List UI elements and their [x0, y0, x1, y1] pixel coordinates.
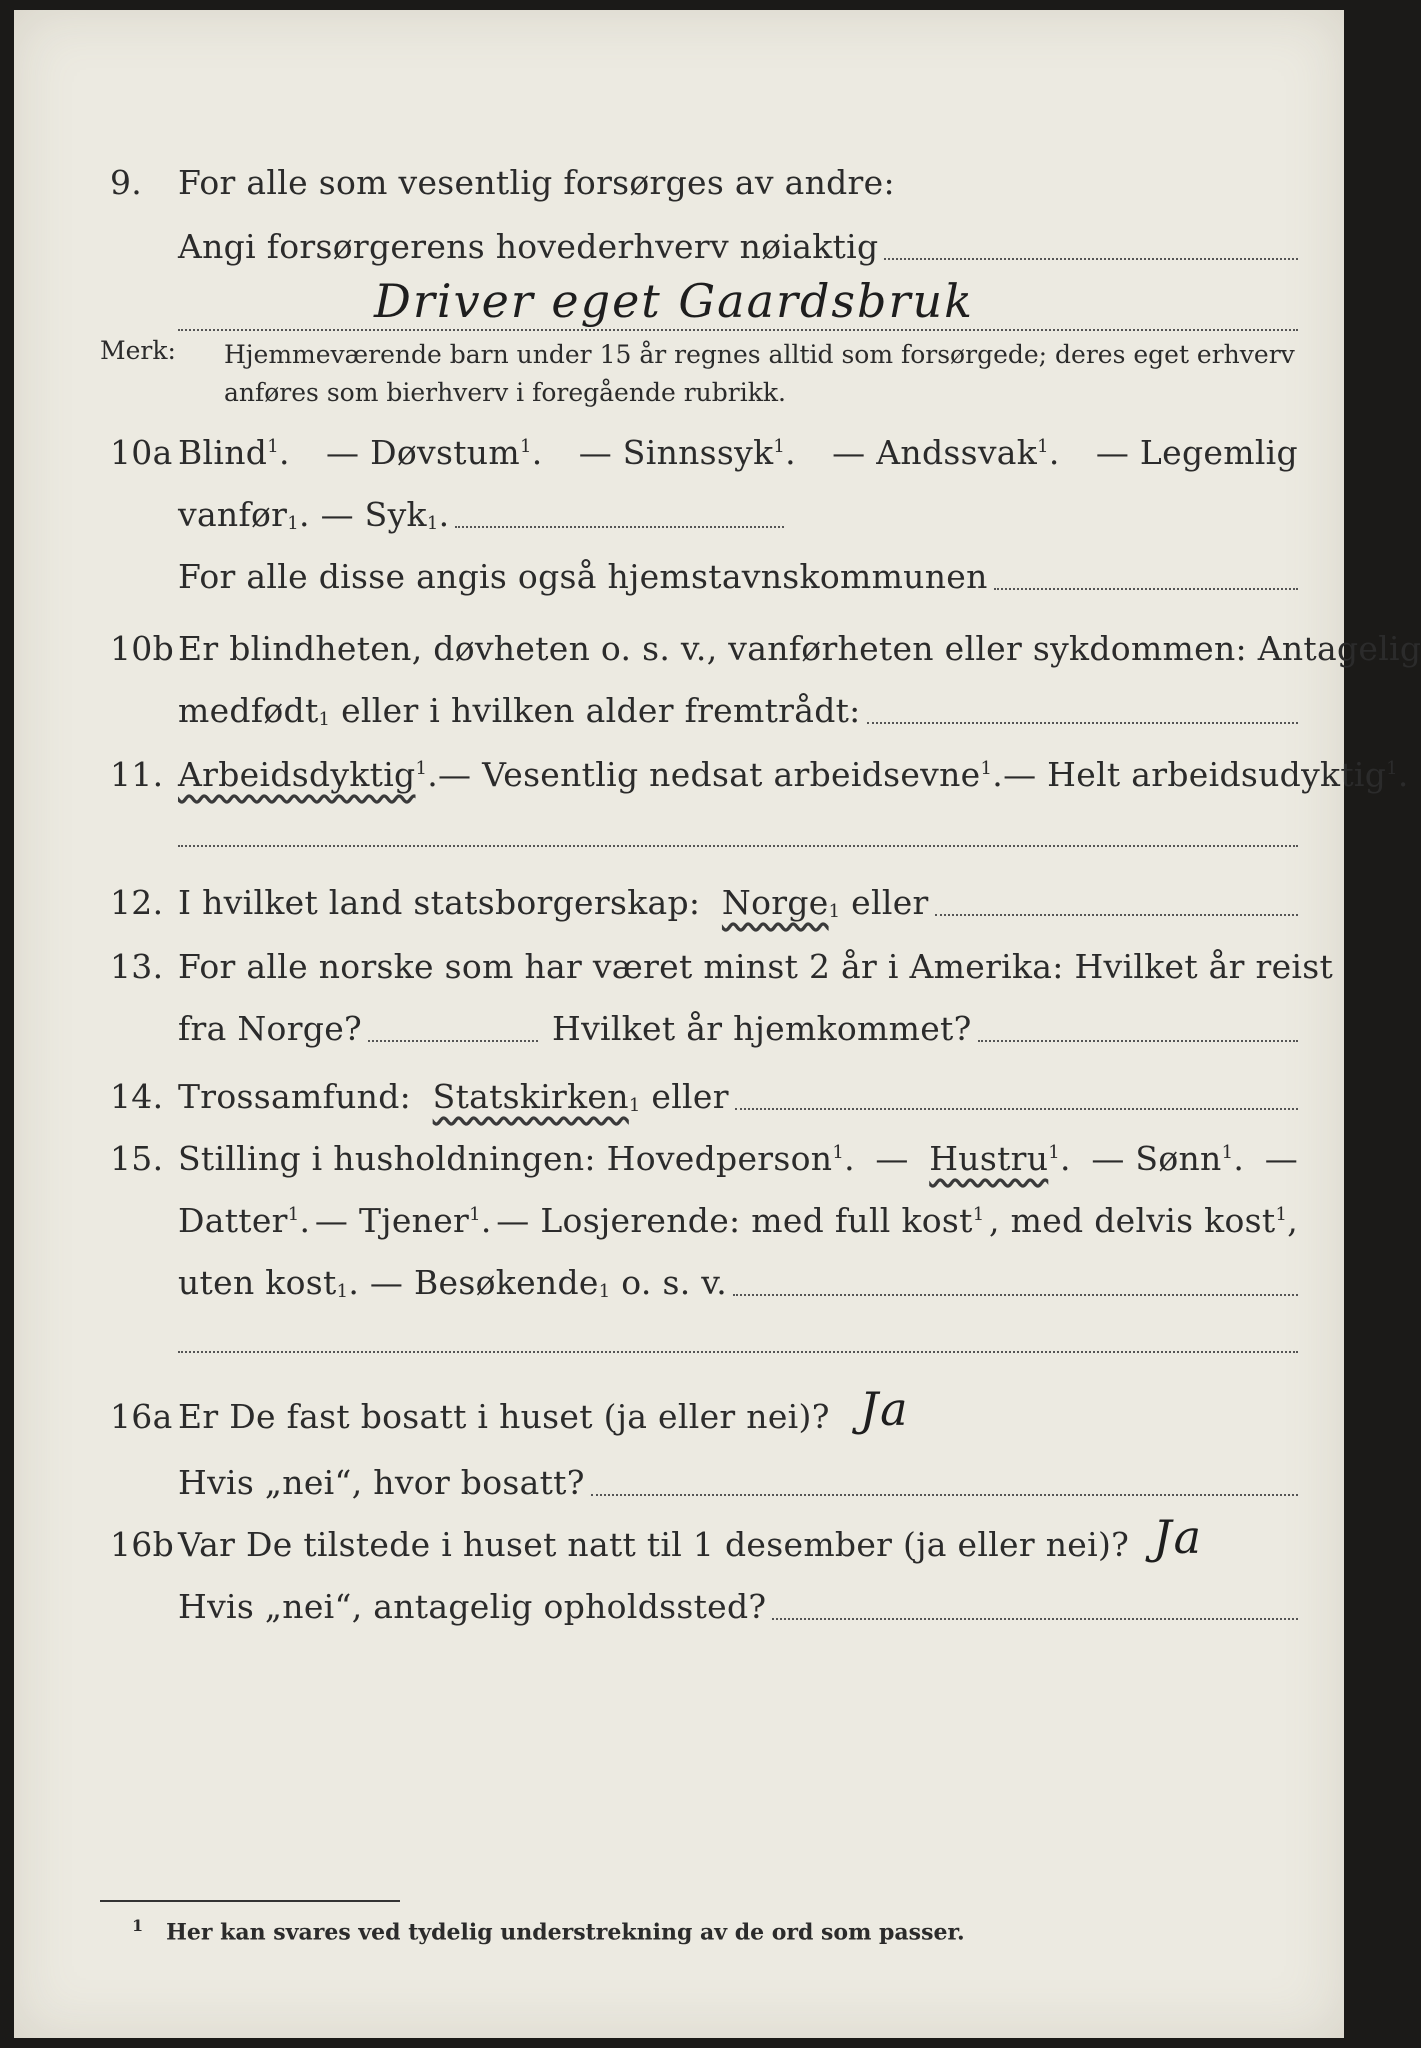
q16b-handwritten-answer: Ja: [1153, 1510, 1204, 1564]
q13-row-2: [14, 996, 1344, 1056]
q15-full-kost[interactable]: — Losjerende: med full kost: [496, 1201, 973, 1240]
q13-hjemkommet-line[interactable]: [978, 1039, 1298, 1042]
merk-label: Merk:: [100, 336, 176, 365]
merk-line-2: anføres som bierhverv i foregående rubrikk.: [224, 378, 786, 407]
q10a-vanfor[interactable]: vanfør: [178, 495, 288, 534]
q10b-answer-line[interactable]: [867, 721, 1298, 724]
q16a-handwritten-answer: Ja: [859, 1382, 910, 1436]
q16b-row-1: [14, 1512, 1344, 1572]
q15-number: 15.: [110, 1139, 164, 1178]
q10a-syk-line[interactable]: [455, 525, 784, 528]
q10a-hjemstavn-line[interactable]: [994, 587, 1298, 590]
q16a-row-1: [14, 1384, 1344, 1444]
q15-osv: o. s. v.: [621, 1263, 728, 1302]
q15-answer-line[interactable]: [733, 1293, 1298, 1296]
q12-text: I hvilket land statsborgerskap:: [178, 883, 701, 922]
q10a-blind[interactable]: Blind: [178, 433, 268, 472]
q12-answer-line[interactable]: [935, 913, 1298, 916]
q13-row-1: [14, 934, 1344, 994]
q11-nedsat[interactable]: — Vesentlig nedsat arbeidsevne: [438, 755, 981, 794]
q10a-syk[interactable]: — Syk: [320, 495, 427, 534]
q14-answer-line[interactable]: [735, 1107, 1298, 1110]
q15-delvis-kost[interactable]: , med delvis kost: [989, 1201, 1276, 1240]
merk-line-1: Hjemmeværende barn under 15 år regnes alltid som forsørgede; deres eget erhverv: [224, 340, 1295, 369]
q13-reist: fra Norge?: [178, 1009, 363, 1048]
q16b-answer-line[interactable]: [772, 1617, 1298, 1620]
q14-row: 14. Trossamfund: Statskirken 1 eller: [14, 1064, 1344, 1124]
q10b-number: 10b: [110, 629, 175, 668]
q9-line-2: Angi forsørgerens hovederhverv nøiaktig: [178, 227, 879, 266]
q10b-line-1: Er blindheten, døvheten o. s. v., vanførheten eller sykdommen: Antagelig: [178, 629, 1421, 668]
q15-tjener[interactable]: — Tjener: [314, 1201, 470, 1240]
q9-handwritten-answer: Driver eget Gaardsbruk: [374, 274, 974, 328]
q15-answer-rule: [178, 1350, 1298, 1353]
q10a-dovstum[interactable]: — Døvstum: [326, 433, 520, 472]
q16a-line-2: Hvis „nei“, hvor bosatt?: [178, 1463, 585, 1502]
q16b-line-2: Hvis „nei“, antagelig opholdssted?: [178, 1587, 767, 1626]
q10a-sinnssyk[interactable]: — Sinnssyk: [578, 433, 774, 472]
q9-answer-row: [14, 266, 1344, 336]
q11-answer-rule: [178, 844, 1298, 847]
q10b-row-2: medfødt 1 eller i hvilken alder fremtrådt:: [14, 678, 1344, 738]
q16b-row-2: [14, 1574, 1344, 1634]
q12-eller: eller: [851, 883, 929, 922]
q15-row-2: Datter$^1$. — Tjener$^1$. — Losjerende: med full kost$^1$ , med delvis kost$^1$,: [178, 1201, 1298, 1240]
q12-row: 12. I hvilket land statsborgerskap: Norge 1 eller: [14, 870, 1344, 930]
q10a-line-3: For alle disse angis også hjemstavnskommunen: [178, 557, 988, 596]
census-form-page: [14, 10, 1421, 2038]
q14-eller: eller: [651, 1077, 729, 1116]
q15-datter[interactable]: Datter: [178, 1201, 288, 1240]
q14-text: Trossamfund:: [178, 1077, 412, 1116]
q14-statskirken[interactable]: Statskirken: [432, 1077, 629, 1116]
q15-row-3: uten kost 1 . — Besøkende 1 o. s. v.: [14, 1250, 1344, 1310]
q10b-row-1: [14, 616, 1421, 676]
q15-hustru[interactable]: Hustru: [929, 1139, 1049, 1178]
q12-number: 12.: [110, 883, 164, 922]
q9-row-2: [14, 214, 1344, 274]
footnote-mark: 1: [132, 1916, 144, 1935]
q9-answer-line[interactable]: [884, 257, 1298, 260]
q10a-row-1: 10a Blind$^1$. — Døvstum$^1$. — Sinnssyk$^1$. — Andssvak$^1$. — Legemlig: [110, 433, 1298, 472]
q15-hovedperson[interactable]: Stilling i husholdningen: Hovedperson: [178, 1139, 833, 1178]
q11-arbeidsdyktig[interactable]: Arbeidsdyktig: [178, 755, 416, 794]
q10a-row-3: [14, 544, 1344, 604]
footnote-rule: [100, 1900, 400, 1902]
q13-number: 13.: [110, 947, 164, 986]
q15-uten-kost[interactable]: uten kost: [178, 1263, 337, 1302]
q9-number: 9.: [110, 163, 143, 202]
q9-row-1: [14, 150, 1344, 210]
q9-answer-rule: [178, 328, 1298, 331]
q11-udyktig[interactable]: — Helt arbeidsudyktig: [1003, 755, 1387, 794]
q10a-number: 10a: [110, 433, 173, 472]
q14-number: 14.: [110, 1077, 164, 1116]
q11-number: 11.: [110, 755, 164, 794]
q15-besokende[interactable]: — Besøkende: [369, 1263, 599, 1302]
q15-row-1: 15. Stilling i husholdningen: Hovedperson$^1$. — Hustru$^1$. — Sønn$^1$. —: [110, 1139, 1298, 1178]
q10a-row-2: vanfør 1 . — Syk 1 .: [14, 482, 1344, 542]
q16a-line-1: Er De fast bosatt i huset (ja eller nei)?: [178, 1397, 830, 1436]
q10a-legemlig[interactable]: — Legemlig: [1095, 433, 1298, 472]
q10a-andssvak[interactable]: — Andssvak: [832, 433, 1038, 472]
q13-reist-line[interactable]: [368, 1039, 538, 1042]
q10b-alder: eller i hvilken alder fremtrådt:: [341, 691, 861, 730]
footnote-text: Her kan svares ved tydelig understrekning av de ord som passer.: [166, 1919, 965, 1946]
q13-line-1: For alle norske som har været minst 2 år i Amerika: Hvilket år reist: [178, 947, 1334, 986]
q16a-row-2: [14, 1450, 1344, 1510]
q16b-number: 16b: [110, 1525, 175, 1564]
q13-hjemkommet: Hvilket år hjemkommet?: [552, 1009, 972, 1048]
q16a-number: 16a: [110, 1397, 173, 1436]
q16b-line-1: Var De tilstede i huset natt til 1 desember (ja eller nei)?: [178, 1525, 1130, 1564]
q11-row: 11. Arbeidsdyktig$^1$. — Vesentlig nedsat arbeidsevne$^1$. — Helt arbeidsudyktig$^1$.: [110, 755, 1409, 794]
q9-line-1: For alle som vesentlig forsørges av andre:: [178, 163, 895, 202]
q15-sonn[interactable]: — Sønn: [1091, 1139, 1222, 1178]
footnote: [132, 1916, 965, 1945]
q16a-answer-line[interactable]: [591, 1493, 1298, 1496]
q12-norge[interactable]: Norge: [721, 883, 829, 922]
q10b-medfodt[interactable]: medfødt: [178, 691, 319, 730]
